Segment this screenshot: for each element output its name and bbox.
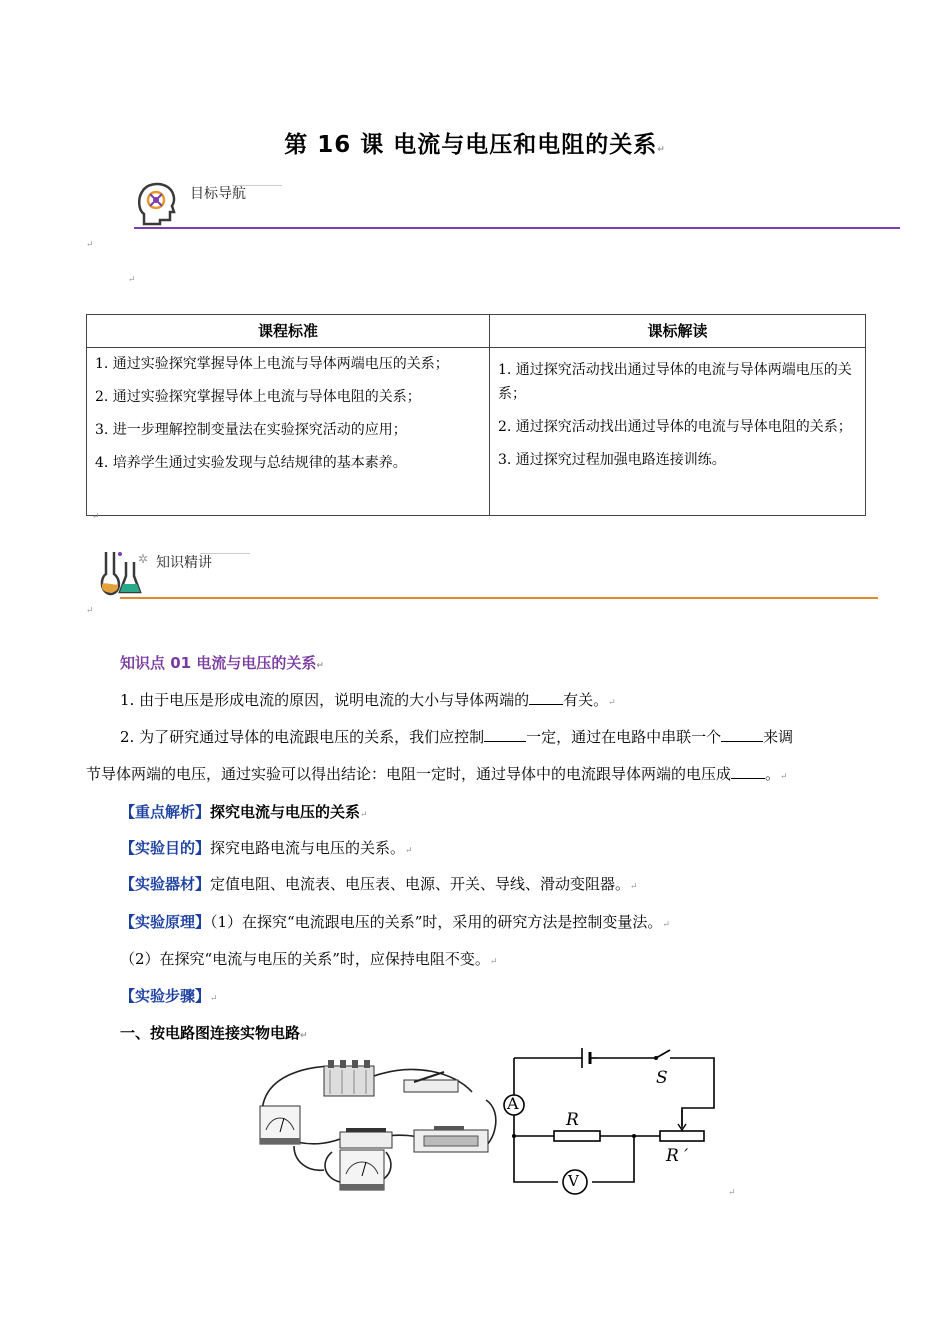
key-analysis: 【重点解析】探究电流与电压的关系↵ (120, 803, 368, 821)
page-title: 第 16 课 电流与电压和电阻的关系↵ (284, 132, 666, 158)
section-label-goals: 目标导航 (190, 186, 246, 202)
step-1: 一、按电路图连接实物电路↵ (120, 1024, 308, 1042)
table-cell (87, 348, 489, 475)
paragraph-mark: ↵ (92, 512, 100, 522)
resistor-symbol (554, 1131, 600, 1141)
experiment-equipment: 【实验器材】定值电阻、电流表、电压表、电源、开关、导线、滑动变阻器。↵ (120, 875, 638, 893)
voltmeter-label: V (568, 1172, 579, 1190)
battery-icon (324, 1060, 374, 1096)
orange-rule (120, 597, 878, 599)
head-gear-icon (136, 180, 178, 226)
interpretation-column (490, 315, 865, 515)
rheostat-symbol (660, 1131, 704, 1141)
experiment-steps: 【实验步骤】↵ (120, 987, 218, 1005)
standards-table (86, 314, 866, 516)
rheostat-label: R ′ (666, 1146, 689, 1166)
answer-blank (484, 725, 526, 742)
paragraph-mark: ↵ (86, 240, 94, 250)
list-item: 3. 通过探究过程加强电路连接训练。 (498, 452, 726, 468)
section-label-knowledge: 知识精讲 (156, 555, 212, 571)
experiment-principle: 【实验原理】（1）在探究“电流跟电压的关系”时，采用的研究方法是控制变量法。↵ (120, 913, 670, 931)
purple-rule (134, 227, 900, 229)
switch-icon (404, 1072, 458, 1092)
experiment-principle-2: （2）在探究“电流与电压的关系”时，应保持电阻不变。↵ (120, 950, 498, 968)
ammeter-label: A (507, 1094, 519, 1113)
list-item: 2. 通过探究活动找出通过导体的电流与导体电阻的关系； (498, 419, 852, 435)
table-header: 课标解读 (490, 315, 865, 348)
resistor-label: R (566, 1110, 579, 1130)
table-header: 课程标准 (87, 315, 489, 348)
question-2-line-1: 2. 为了研究通过导体的电流跟电压的关系，我们应控制 一定，通过在电路中串联一个 来调 (120, 725, 793, 749)
list-item: 1. 通过实验探究掌握导体上电流与导体两端电压的关系； (95, 356, 449, 372)
standards-column (87, 315, 490, 515)
question-1: 1. 由于电压是形成电流的原因，说明电流的大小与导体两端的 有关。↵ (120, 688, 616, 715)
switch-label: S (656, 1068, 668, 1088)
meter-icon (260, 1106, 300, 1144)
table-cell (490, 348, 865, 472)
answer-blank (721, 725, 763, 742)
paragraph-mark: ↵ (86, 606, 94, 616)
experiment-purpose: 【实验目的】探究电路电流与电压的关系。↵ (120, 839, 413, 857)
list-item: 2. 通过实验探究掌握导体上电流与导体电阻的关系； (95, 389, 421, 405)
answer-blank (731, 762, 765, 779)
section-label-underline (232, 185, 282, 186)
paragraph-mark: ↵ (728, 1188, 736, 1198)
section-label-underline (200, 553, 250, 554)
paragraph-mark: ↵ (128, 275, 136, 285)
switch-icon (654, 1050, 670, 1060)
sparkle-icon: ✲ (138, 552, 149, 566)
list-item: 4. 培养学生通过实验发现与总结规律的基本素养。 (95, 455, 407, 471)
list-item: 1. 通过探究活动找出通过导体的电流与导体两端电压的关系； (498, 362, 852, 402)
question-2-line-2: 节导体两端的电压，通过实验可以得出结论：电阻一定时，通过导体中的电流跟导体两端的电压成 。↵ (86, 762, 788, 789)
rheostat-icon (414, 1126, 488, 1152)
list-item: 3. 进一步理解控制变量法在实验探究活动的应用； (95, 422, 407, 438)
knowledge-point-title: 知识点 01 电流与电压的关系↵ (120, 654, 324, 672)
physical-circuit-illustration (254, 1052, 500, 1198)
answer-blank (529, 688, 563, 705)
circuit-diagram (494, 1048, 724, 1196)
battery-icon (582, 1048, 598, 1068)
meter-icon (340, 1150, 384, 1190)
resistor-icon (340, 1128, 392, 1148)
